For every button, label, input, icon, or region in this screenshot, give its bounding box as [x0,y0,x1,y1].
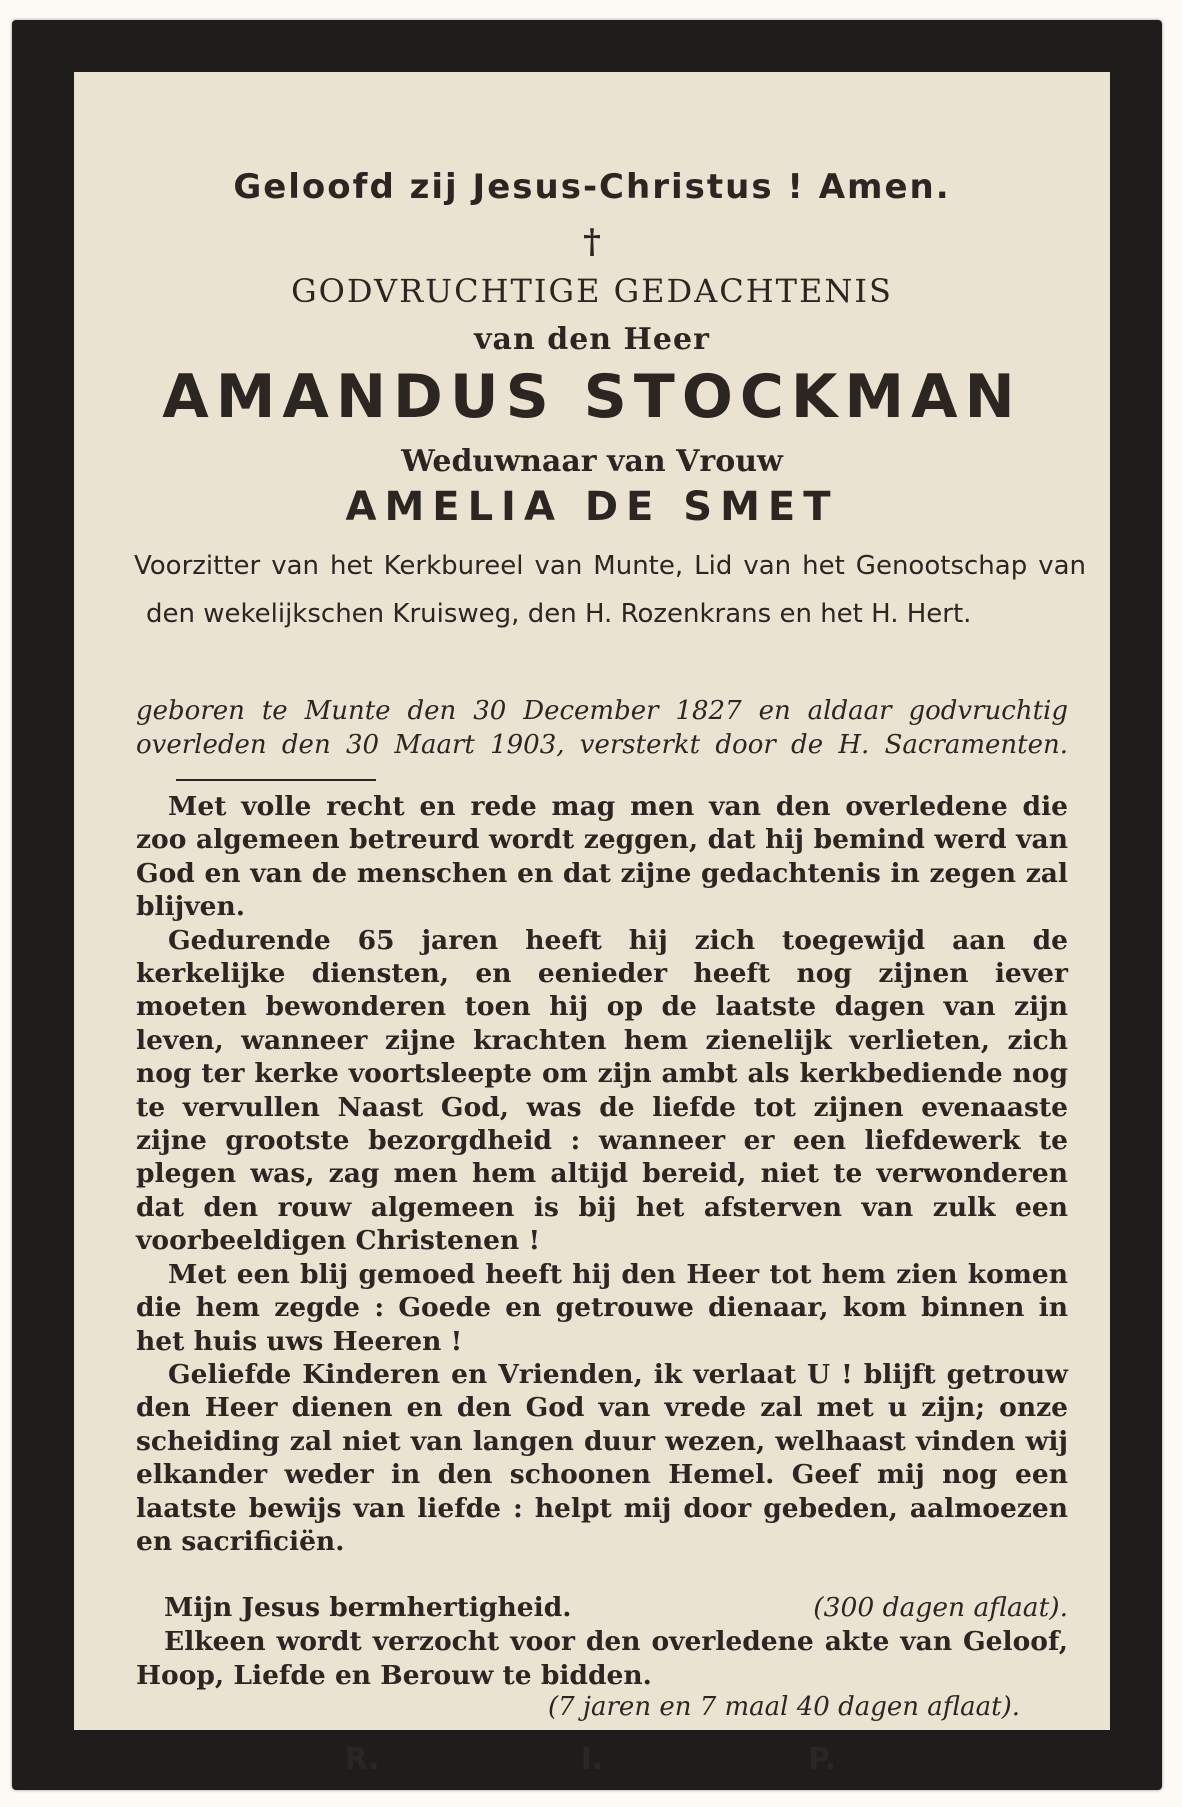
wife-name: AMELIA DE SMET [345,484,839,530]
invocation: Mijn Jesus bermhertigheid. [164,1592,572,1623]
rip-letter: R. [344,1742,380,1777]
dates-text: geboren te Munte den 30 December 1827 en aldaar godvruchtig overleden den 30 Maart 1903, versterkt door de H. Sacramenten. [136,696,1068,760]
memorial-card-border [12,20,1162,1790]
memorial-card [74,72,1110,1777]
functions-text: Voorzitter van het Kerkbureel van Munte, Lid van het Genootschap van den wekelijkschen Kruisweg, den H. Rozenkrans en het H. Hert. [134,551,1086,629]
subheading: van den Heer [474,322,710,357]
birth-death-dates [136,694,1068,796]
invocation-indulgence: (300 dagen aflaat). [813,1592,1068,1623]
motto: Geloofd zij Jesus-Christus ! Amen. [233,167,951,207]
invocation-line [164,1591,1068,1625]
rip [74,1742,1110,1777]
paragraph: Met een blij gemoed heeft hij den Heer tot hem zien komen die hem zegde : Goede en getrouwe dienaar, kom binnen in het huis uws Heeren ! [136,1258,1068,1357]
request-indulgence: (7 jaren en 7 maal 40 dagen aflaat). [547,1692,1020,1722]
widower-line: Weduwnaar van Vrouw [401,444,783,479]
body-text [136,790,1068,1558]
rip-letter: I. [580,1742,604,1777]
deceased-name: AMANDUS STOCKMAN [162,362,1022,432]
paragraph: Geliefde Kinderen en Vrienden, ik verlaat U ! blijft getrouw den Heer dienen en den God van vrede zal met u zijn; onze scheiding zal niet van langen duur wezen, welhaast vinden wij elkander weder in den schoonen Hemel. Geef mij nog een laatste bewijs van liefde : helpt mij door gebeden, aalmoezen en sacrificiën. [136,1358,1068,1557]
prayer-request: Elkeen wordt verzocht voor den overledene akte van Geloof, Hoop, Liefde en Berouw te bidden. [136,1626,1068,1691]
heading: GODVRUCHTIGE GEDACHTENIS [291,272,893,310]
paragraph: Met volle recht en rede mag men van den overledene die zoo algemeen betreurd wordt zeggen, dat hij bemind werd van God en van de menschen en dat zijne gedachtenis in zegen zal blijven. [136,791,1068,923]
paragraph: Gedurende 65 jaren heeft hij zich toegewijd aan de kerkelijke diensten, en eenieder heeft nog zijnen iever moeten bewonderen toen hij op de laatste dagen van zijn leven, wanneer zijne krachten hem zienelijk verlieten, zich nog ter kerke voortsleepte om zijn ambt als kerkbediende nog te vervullen Naast God, was de liefde tot zijnen evenaaste zijne grootste bezorgdheid : wanneer er een liefdewerk te plegen was, zag men hem altijd bereid, niet te verwonderen dat den rouw algemeen is bij het afsterven van zulk een voorbeeldigen Christenen ! [136,924,1068,1257]
cross-icon: † [583,222,601,262]
divider [176,779,376,781]
rip-letter: P. [808,1742,836,1777]
